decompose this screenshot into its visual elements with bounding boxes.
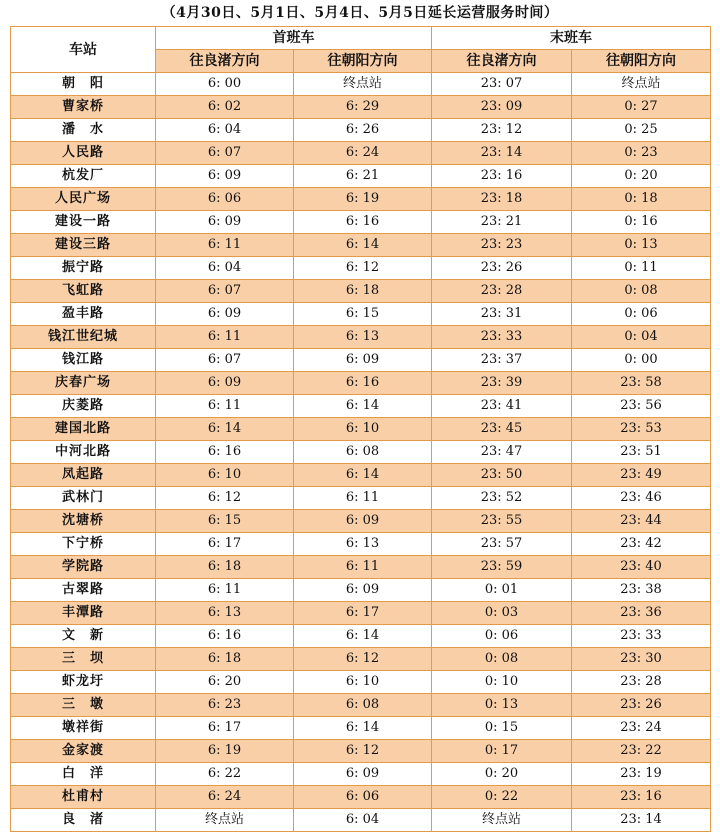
last-liangzhu-time: 0: 03 <box>432 602 572 625</box>
table-row <box>11 165 711 188</box>
first-chaoyang-time: 6: 09 <box>294 510 432 533</box>
last-chaoyang-time: 23: 40 <box>572 556 711 579</box>
station-name: 学院路 <box>11 556 156 579</box>
last-chaoyang-time: 23: 26 <box>572 694 711 717</box>
last-chaoyang-time: 23: 44 <box>572 510 711 533</box>
table-row <box>11 464 711 487</box>
station-name: 三 坝 <box>11 648 156 671</box>
station-name: 钱江路 <box>11 349 156 372</box>
station-name: 武林门 <box>11 487 156 510</box>
station-name: 飞虹路 <box>11 280 156 303</box>
last-chaoyang-time: 23: 24 <box>572 717 711 740</box>
last-chaoyang-time: 23: 36 <box>572 602 711 625</box>
first-chaoyang-time: 6: 12 <box>294 740 432 763</box>
last-liangzhu-time: 0: 08 <box>432 648 572 671</box>
first-chaoyang-time: 6: 14 <box>294 464 432 487</box>
first-chaoyang-time: 6: 06 <box>294 786 432 809</box>
last-liangzhu-time: 23: 18 <box>432 188 572 211</box>
station-name: 建设三路 <box>11 234 156 257</box>
table-row <box>11 533 711 556</box>
timetable-body <box>11 73 711 832</box>
table-row <box>11 73 711 96</box>
first-liangzhu-time: 6: 12 <box>156 487 294 510</box>
table-row <box>11 694 711 717</box>
station-name: 建国北路 <box>11 418 156 441</box>
last-liangzhu-time: 0: 10 <box>432 671 572 694</box>
last-liangzhu-time: 23: 31 <box>432 303 572 326</box>
table-row <box>11 671 711 694</box>
table-row <box>11 602 711 625</box>
first-liangzhu-time: 终点站 <box>156 809 294 832</box>
first-chaoyang-time: 6: 18 <box>294 280 432 303</box>
last-liangzhu-time: 0: 13 <box>432 694 572 717</box>
table-row <box>11 303 711 326</box>
station-name: 墩祥街 <box>11 717 156 740</box>
last-liangzhu-time: 23: 09 <box>432 96 572 119</box>
first-liangzhu-time: 6: 09 <box>156 211 294 234</box>
table-row <box>11 763 711 786</box>
last-liangzhu-time: 0: 20 <box>432 763 572 786</box>
last-liangzhu-time: 23: 47 <box>432 441 572 464</box>
first-chaoyang-time: 6: 14 <box>294 717 432 740</box>
last-liangzhu-time: 23: 23 <box>432 234 572 257</box>
last-liangzhu-time: 23: 28 <box>432 280 572 303</box>
last-liangzhu-time: 0: 06 <box>432 625 572 648</box>
first-liangzhu-time: 6: 23 <box>156 694 294 717</box>
table-row <box>11 372 711 395</box>
first-liangzhu-time: 6: 09 <box>156 372 294 395</box>
station-name: 沈塘桥 <box>11 510 156 533</box>
table-row <box>11 579 711 602</box>
table-row <box>11 487 711 510</box>
station-name: 潘 水 <box>11 119 156 142</box>
last-chaoyang-time: 23: 58 <box>572 372 711 395</box>
first-chaoyang-time: 6: 11 <box>294 487 432 510</box>
first-liangzhu-time: 6: 17 <box>156 717 294 740</box>
last-liangzhu-time: 23: 57 <box>432 533 572 556</box>
last-liangzhu-time: 23: 16 <box>432 165 572 188</box>
last-dir-chaoyang-header: 往朝阳方向 <box>572 50 711 73</box>
first-chaoyang-time: 6: 16 <box>294 372 432 395</box>
first-chaoyang-time: 6: 14 <box>294 625 432 648</box>
last-chaoyang-time: 23: 42 <box>572 533 711 556</box>
first-chaoyang-time: 6: 08 <box>294 441 432 464</box>
last-liangzhu-time: 0: 15 <box>432 717 572 740</box>
station-name: 良 渚 <box>11 809 156 832</box>
first-liangzhu-time: 6: 11 <box>156 326 294 349</box>
table-row <box>11 786 711 809</box>
last-chaoyang-time: 0: 11 <box>572 257 711 280</box>
station-name: 钱江世纪城 <box>11 326 156 349</box>
first-liangzhu-time: 6: 20 <box>156 671 294 694</box>
station-name: 庆菱路 <box>11 395 156 418</box>
first-chaoyang-time: 6: 11 <box>294 556 432 579</box>
last-chaoyang-time: 0: 18 <box>572 188 711 211</box>
last-chaoyang-time: 23: 30 <box>572 648 711 671</box>
last-chaoyang-time: 23: 28 <box>572 671 711 694</box>
last-chaoyang-time: 0: 27 <box>572 96 711 119</box>
table-row <box>11 740 711 763</box>
first-liangzhu-time: 6: 07 <box>156 280 294 303</box>
station-name: 文 新 <box>11 625 156 648</box>
first-chaoyang-time: 6: 13 <box>294 533 432 556</box>
first-chaoyang-time: 6: 09 <box>294 349 432 372</box>
header-row-main <box>11 27 711 50</box>
timetable <box>10 26 711 832</box>
first-chaoyang-time: 6: 17 <box>294 602 432 625</box>
first-chaoyang-time: 6: 13 <box>294 326 432 349</box>
last-liangzhu-time: 23: 12 <box>432 119 572 142</box>
station-name: 白 洋 <box>11 763 156 786</box>
table-row <box>11 648 711 671</box>
table-row <box>11 211 711 234</box>
first-chaoyang-time: 6: 24 <box>294 142 432 165</box>
last-liangzhu-time: 23: 55 <box>432 510 572 533</box>
station-name: 丰潭路 <box>11 602 156 625</box>
first-chaoyang-time: 6: 12 <box>294 648 432 671</box>
last-liangzhu-time: 终点站 <box>432 809 572 832</box>
first-chaoyang-time: 6: 19 <box>294 188 432 211</box>
station-name: 振宁路 <box>11 257 156 280</box>
station-name: 庆春广场 <box>11 372 156 395</box>
last-chaoyang-time: 0: 16 <box>572 211 711 234</box>
station-name: 凤起路 <box>11 464 156 487</box>
first-dir-chaoyang-header: 往朝阳方向 <box>294 50 432 73</box>
first-chaoyang-time: 6: 12 <box>294 257 432 280</box>
last-liangzhu-time: 23: 37 <box>432 349 572 372</box>
first-liangzhu-time: 6: 09 <box>156 303 294 326</box>
first-liangzhu-time: 6: 18 <box>156 556 294 579</box>
last-chaoyang-time: 0: 04 <box>572 326 711 349</box>
last-liangzhu-time: 23: 07 <box>432 73 572 96</box>
first-liangzhu-time: 6: 11 <box>156 395 294 418</box>
last-liangzhu-time: 23: 33 <box>432 326 572 349</box>
first-liangzhu-time: 6: 13 <box>156 602 294 625</box>
station-name: 金家渡 <box>11 740 156 763</box>
station-name: 人民路 <box>11 142 156 165</box>
first-liangzhu-time: 6: 11 <box>156 579 294 602</box>
table-row <box>11 257 711 280</box>
table-row <box>11 717 711 740</box>
last-train-header: 末班车 <box>432 27 711 50</box>
station-name: 曹家桥 <box>11 96 156 119</box>
first-liangzhu-time: 6: 02 <box>156 96 294 119</box>
table-row <box>11 280 711 303</box>
first-chaoyang-time: 终点站 <box>294 73 432 96</box>
first-chaoyang-time: 6: 10 <box>294 418 432 441</box>
station-name: 古翠路 <box>11 579 156 602</box>
last-chaoyang-time: 23: 14 <box>572 809 711 832</box>
last-chaoyang-time: 0: 08 <box>572 280 711 303</box>
first-liangzhu-time: 6: 04 <box>156 119 294 142</box>
last-liangzhu-time: 23: 45 <box>432 418 572 441</box>
page-title: （4月30日、5月1日、5月4日、5月5日延长运营服务时间） <box>161 5 559 21</box>
last-chaoyang-time: 0: 13 <box>572 234 711 257</box>
last-liangzhu-time: 23: 52 <box>432 487 572 510</box>
first-liangzhu-time: 6: 19 <box>156 740 294 763</box>
last-chaoyang-time: 23: 33 <box>572 625 711 648</box>
first-chaoyang-time: 6: 29 <box>294 96 432 119</box>
first-chaoyang-time: 6: 26 <box>294 119 432 142</box>
last-liangzhu-time: 23: 59 <box>432 556 572 579</box>
station-name: 建设一路 <box>11 211 156 234</box>
last-liangzhu-time: 23: 21 <box>432 211 572 234</box>
last-chaoyang-time: 23: 51 <box>572 441 711 464</box>
table-row <box>11 625 711 648</box>
table-row <box>11 809 711 832</box>
first-chaoyang-time: 6: 10 <box>294 671 432 694</box>
station-name: 杜甫村 <box>11 786 156 809</box>
first-chaoyang-time: 6: 14 <box>294 234 432 257</box>
last-dir-liangzhu-header: 往良渚方向 <box>432 50 572 73</box>
last-chaoyang-time: 0: 25 <box>572 119 711 142</box>
station-name: 杭发厂 <box>11 165 156 188</box>
first-chaoyang-time: 6: 14 <box>294 395 432 418</box>
last-chaoyang-time: 0: 20 <box>572 165 711 188</box>
station-name: 虾龙圩 <box>11 671 156 694</box>
last-liangzhu-time: 23: 39 <box>432 372 572 395</box>
last-chaoyang-time: 23: 22 <box>572 740 711 763</box>
first-liangzhu-time: 6: 11 <box>156 234 294 257</box>
first-liangzhu-time: 6: 00 <box>156 73 294 96</box>
table-row <box>11 188 711 211</box>
table-row <box>11 119 711 142</box>
table-row <box>11 234 711 257</box>
first-liangzhu-time: 6: 10 <box>156 464 294 487</box>
first-chaoyang-time: 6: 09 <box>294 763 432 786</box>
last-liangzhu-time: 23: 14 <box>432 142 572 165</box>
table-row <box>11 96 711 119</box>
first-liangzhu-time: 6: 07 <box>156 349 294 372</box>
station-name: 人民广场 <box>11 188 156 211</box>
first-train-header: 首班车 <box>156 27 432 50</box>
last-liangzhu-time: 23: 50 <box>432 464 572 487</box>
last-liangzhu-time: 0: 17 <box>432 740 572 763</box>
first-liangzhu-time: 6: 14 <box>156 418 294 441</box>
first-liangzhu-time: 6: 09 <box>156 165 294 188</box>
last-chaoyang-time: 23: 38 <box>572 579 711 602</box>
table-row <box>11 326 711 349</box>
station-name: 中河北路 <box>11 441 156 464</box>
first-liangzhu-time: 6: 22 <box>156 763 294 786</box>
table-row <box>11 142 711 165</box>
table-row <box>11 556 711 579</box>
first-chaoyang-time: 6: 15 <box>294 303 432 326</box>
last-liangzhu-time: 23: 41 <box>432 395 572 418</box>
last-chaoyang-time: 0: 23 <box>572 142 711 165</box>
first-chaoyang-time: 6: 08 <box>294 694 432 717</box>
first-liangzhu-time: 6: 17 <box>156 533 294 556</box>
first-chaoyang-time: 6: 16 <box>294 211 432 234</box>
first-liangzhu-time: 6: 07 <box>156 142 294 165</box>
first-liangzhu-time: 6: 16 <box>156 441 294 464</box>
last-chaoyang-time: 23: 53 <box>572 418 711 441</box>
last-chaoyang-time: 23: 16 <box>572 786 711 809</box>
first-liangzhu-time: 6: 04 <box>156 257 294 280</box>
station-name: 朝 阳 <box>11 73 156 96</box>
first-liangzhu-time: 6: 24 <box>156 786 294 809</box>
last-chaoyang-time: 23: 56 <box>572 395 711 418</box>
first-liangzhu-time: 6: 15 <box>156 510 294 533</box>
first-liangzhu-time: 6: 16 <box>156 625 294 648</box>
first-dir-liangzhu-header: 往良渚方向 <box>156 50 294 73</box>
table-row <box>11 418 711 441</box>
station-name: 下宁桥 <box>11 533 156 556</box>
first-liangzhu-time: 6: 18 <box>156 648 294 671</box>
station-column-header: 车站 <box>11 27 156 73</box>
first-chaoyang-time: 6: 04 <box>294 809 432 832</box>
last-chaoyang-time: 0: 00 <box>572 349 711 372</box>
table-row <box>11 349 711 372</box>
last-chaoyang-time: 0: 06 <box>572 303 711 326</box>
last-chaoyang-time: 23: 49 <box>572 464 711 487</box>
first-chaoyang-time: 6: 21 <box>294 165 432 188</box>
station-name: 三 墩 <box>11 694 156 717</box>
first-chaoyang-time: 6: 09 <box>294 579 432 602</box>
first-liangzhu-time: 6: 06 <box>156 188 294 211</box>
last-chaoyang-time: 23: 46 <box>572 487 711 510</box>
station-name: 盈丰路 <box>11 303 156 326</box>
last-liangzhu-time: 0: 22 <box>432 786 572 809</box>
table-row <box>11 395 711 418</box>
last-chaoyang-time: 23: 19 <box>572 763 711 786</box>
table-row <box>11 441 711 464</box>
table-row <box>11 510 711 533</box>
last-liangzhu-time: 0: 01 <box>432 579 572 602</box>
last-liangzhu-time: 23: 26 <box>432 257 572 280</box>
last-chaoyang-time: 终点站 <box>572 73 711 96</box>
